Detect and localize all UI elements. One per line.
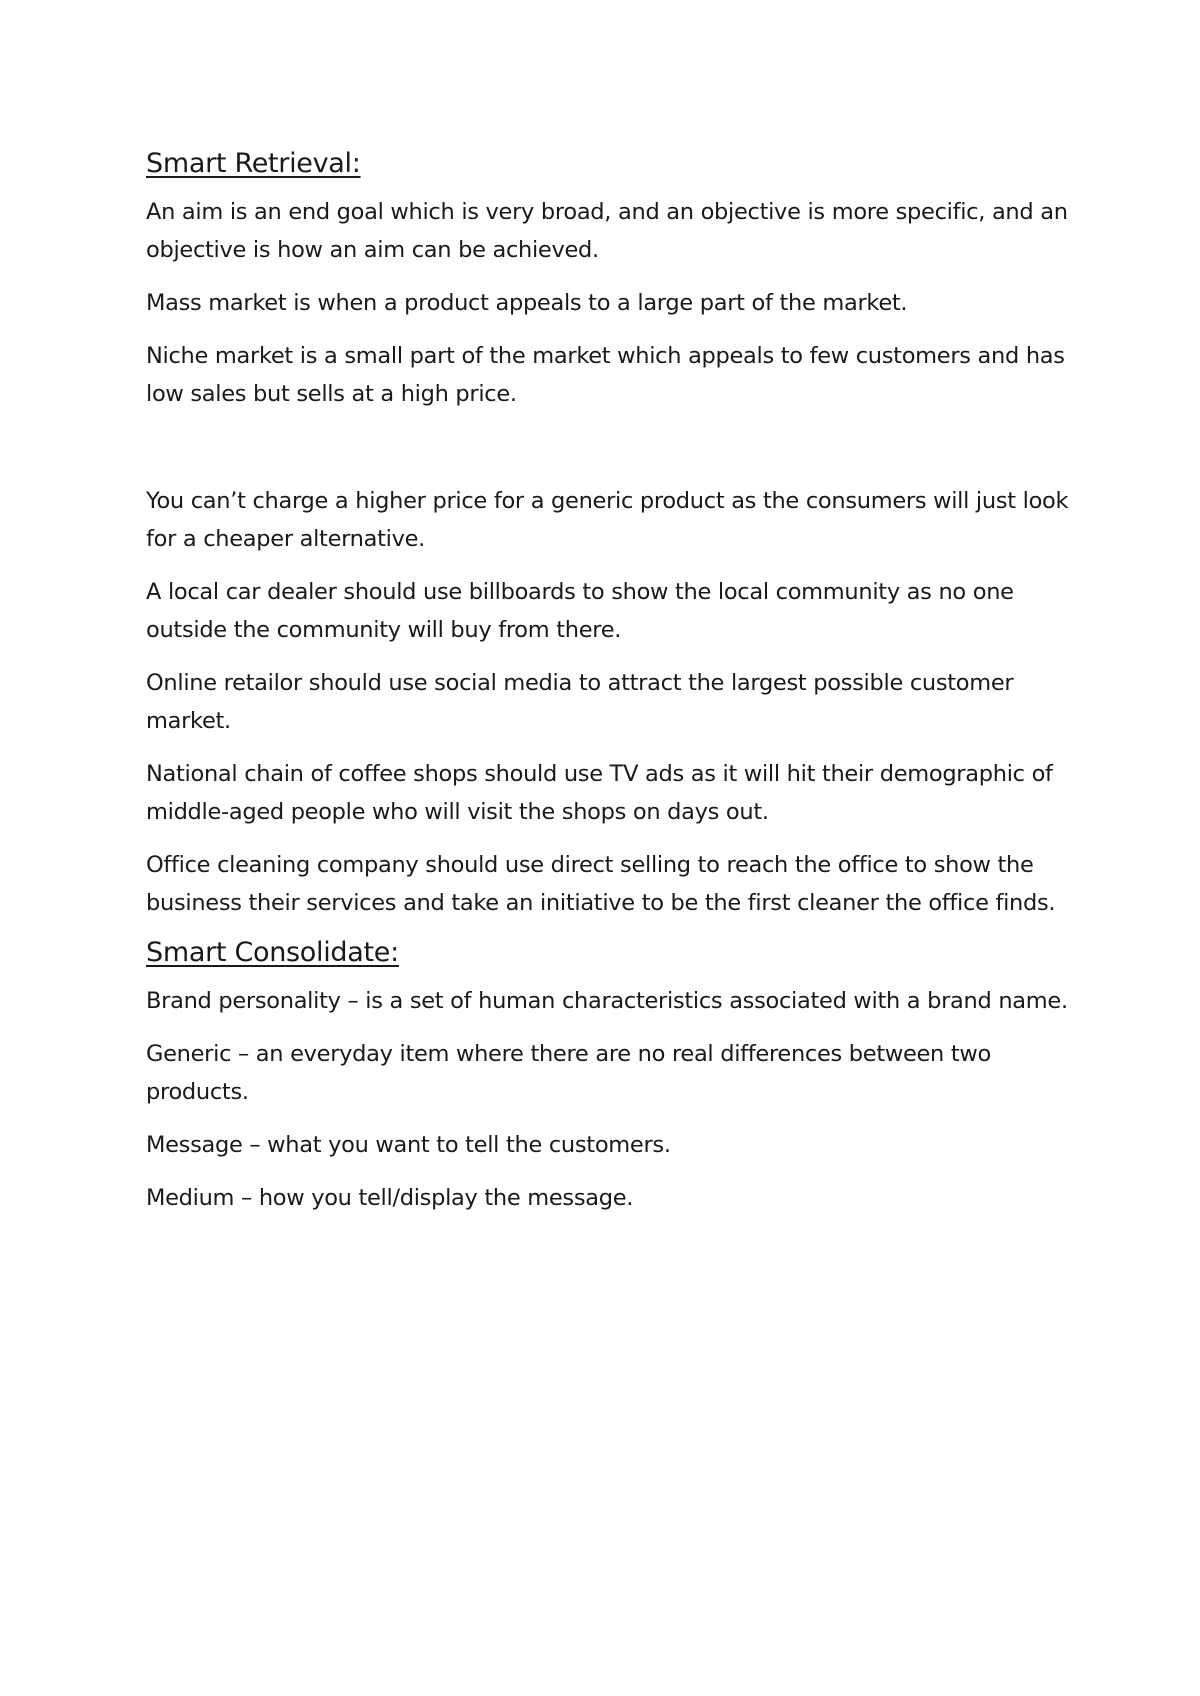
paragraph-generic-definition: Generic – an everyday item where there are no real differences between two products. xyxy=(146,1041,991,1105)
paragraph-office-cleaning: Office cleaning company should use direct selling to reach the office to show the business their services and take an initiative to be the first cleaner the office finds. xyxy=(146,852,1056,916)
paragraph-niche-market: Niche market is a small part of the market which appeals to few customers and has low sales but sells at a high price. xyxy=(146,343,1065,407)
paragraph-coffee-shops: National chain of coffee shops should use TV ads as it will hit their demographic of middle-aged people who will visit the shops on days out. xyxy=(146,761,1053,825)
section-heading-smart-consolidate: Smart Consolidate: xyxy=(146,937,399,968)
paragraph-aim-objective: An aim is an end goal which is very broad, and an objective is more specific, and an objective is how an aim can be achieved. xyxy=(146,199,1068,263)
paragraph-mass-market: Mass market is when a product appeals to a large part of the market. xyxy=(146,290,908,316)
paragraph-car-dealer: A local car dealer should use billboards to show the local community as no one outside the community will buy from there. xyxy=(146,579,1014,643)
paragraph-medium-definition: Medium – how you tell/display the message. xyxy=(146,1185,634,1211)
paragraph-message-definition: Message – what you want to tell the customers. xyxy=(146,1132,671,1158)
paragraph-online-retailor: Online retailor should use social media to attract the largest possible customer market. xyxy=(146,670,1014,734)
blank-line xyxy=(146,428,1076,482)
document-body xyxy=(146,148,1076,1232)
paragraph-brand-personality: Brand personality – is a set of human characteristics associated with a brand name. xyxy=(146,988,1068,1014)
paragraph-generic-price: You can’t charge a higher price for a generic product as the consumers will just look for a cheaper alternative. xyxy=(146,488,1069,552)
section-heading-smart-retrieval: Smart Retrieval: xyxy=(146,148,361,179)
